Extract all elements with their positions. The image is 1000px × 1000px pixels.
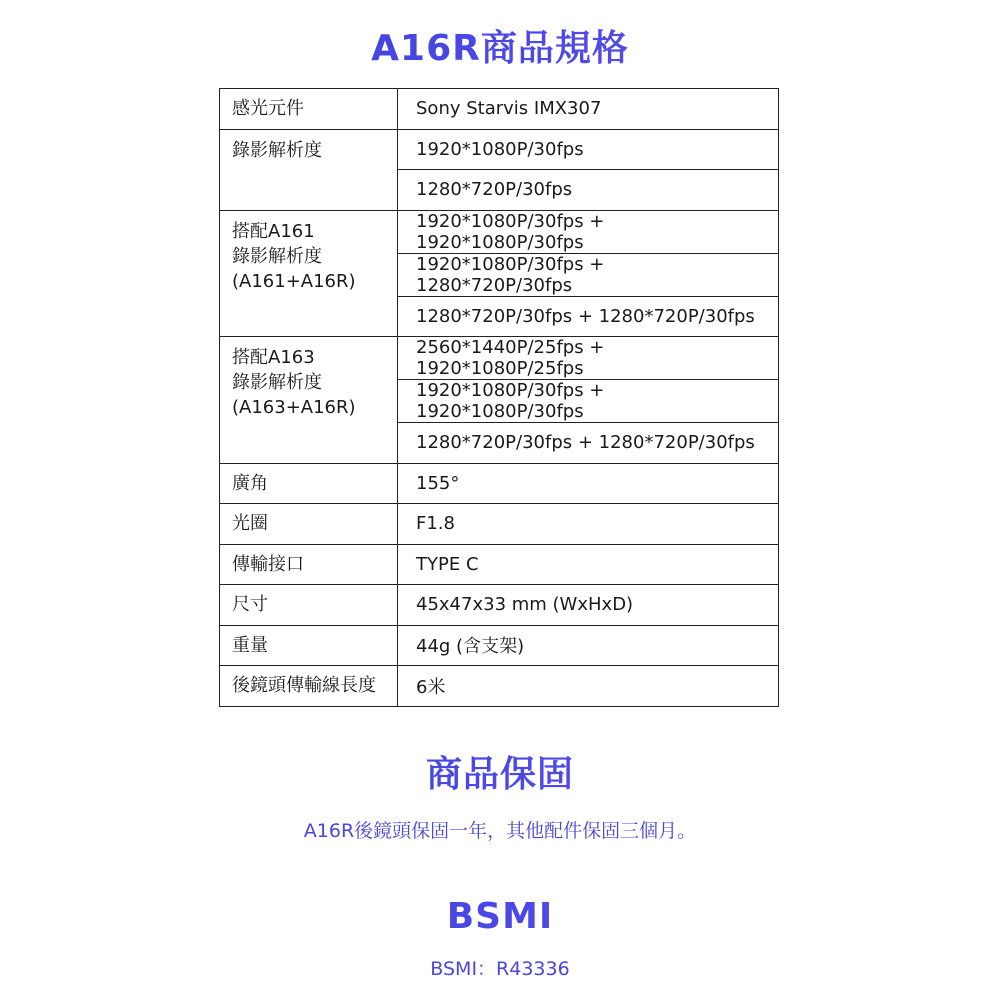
spec-row (220, 337, 779, 380)
spec-value: Sony Starvis IMX307 (398, 89, 779, 130)
spec-value: 1920*1080P/30fps + 1280*720P/30fps (398, 253, 779, 296)
spec-value: 1280*720P/30fps + 1280*720P/30fps (398, 296, 779, 337)
spec-value: 45x47x33 mm (WxHxD) (398, 585, 779, 626)
bsmi-heading: BSMI (0, 892, 1000, 942)
warranty-text: A16R後鏡頭保固一年，其他配件保固三個月。 (303, 820, 697, 842)
spec-row (220, 210, 779, 253)
bsmi-number: BSMI：R43336 (430, 958, 570, 980)
spec-value: F1.8 (398, 504, 779, 545)
spec-row (220, 463, 779, 504)
spec-value: TYPE C (398, 544, 779, 585)
spec-value: 2560*1440P/25fps + 1920*1080P/25fps (398, 337, 779, 380)
spec-label: 搭配A161 錄影解析度 (A161+A16R) (220, 210, 398, 337)
spec-value: 1280*720P/30fps (398, 170, 779, 211)
spec-label: 傳輸接口 (220, 544, 398, 585)
spec-label: 尺寸 (220, 585, 398, 626)
spec-table (219, 88, 779, 707)
spec-row (220, 544, 779, 585)
spec-row (220, 625, 779, 666)
spec-label: 重量 (220, 625, 398, 666)
spec-label: 錄影解析度 (220, 129, 398, 210)
spec-row (220, 129, 779, 170)
spec-value: 1920*1080P/30fps + 1920*1080P/30fps (398, 380, 779, 423)
spec-label: 感光元件 (220, 89, 398, 130)
spec-value: 155° (398, 463, 779, 504)
spec-value: 1920*1080P/30fps (398, 129, 779, 170)
spec-value: 1280*720P/30fps + 1280*720P/30fps (398, 423, 779, 464)
page-title: A16R商品規格 (0, 24, 1000, 74)
spec-label: 搭配A163 錄影解析度 (A163+A16R) (220, 337, 398, 464)
spec-value: 44g (含支架) (398, 625, 779, 666)
spec-row (220, 89, 779, 130)
spec-row (220, 504, 779, 545)
spec-label: 廣角 (220, 463, 398, 504)
spec-label: 光圈 (220, 504, 398, 545)
warranty-heading: 商品保固 (0, 750, 1000, 800)
spec-value: 6米 (398, 666, 779, 707)
spec-table-body (220, 89, 779, 707)
spec-row (220, 666, 779, 707)
spec-label: 後鏡頭傳輸線長度 (220, 666, 398, 707)
spec-row (220, 585, 779, 626)
spec-value: 1920*1080P/30fps + 1920*1080P/30fps (398, 210, 779, 253)
